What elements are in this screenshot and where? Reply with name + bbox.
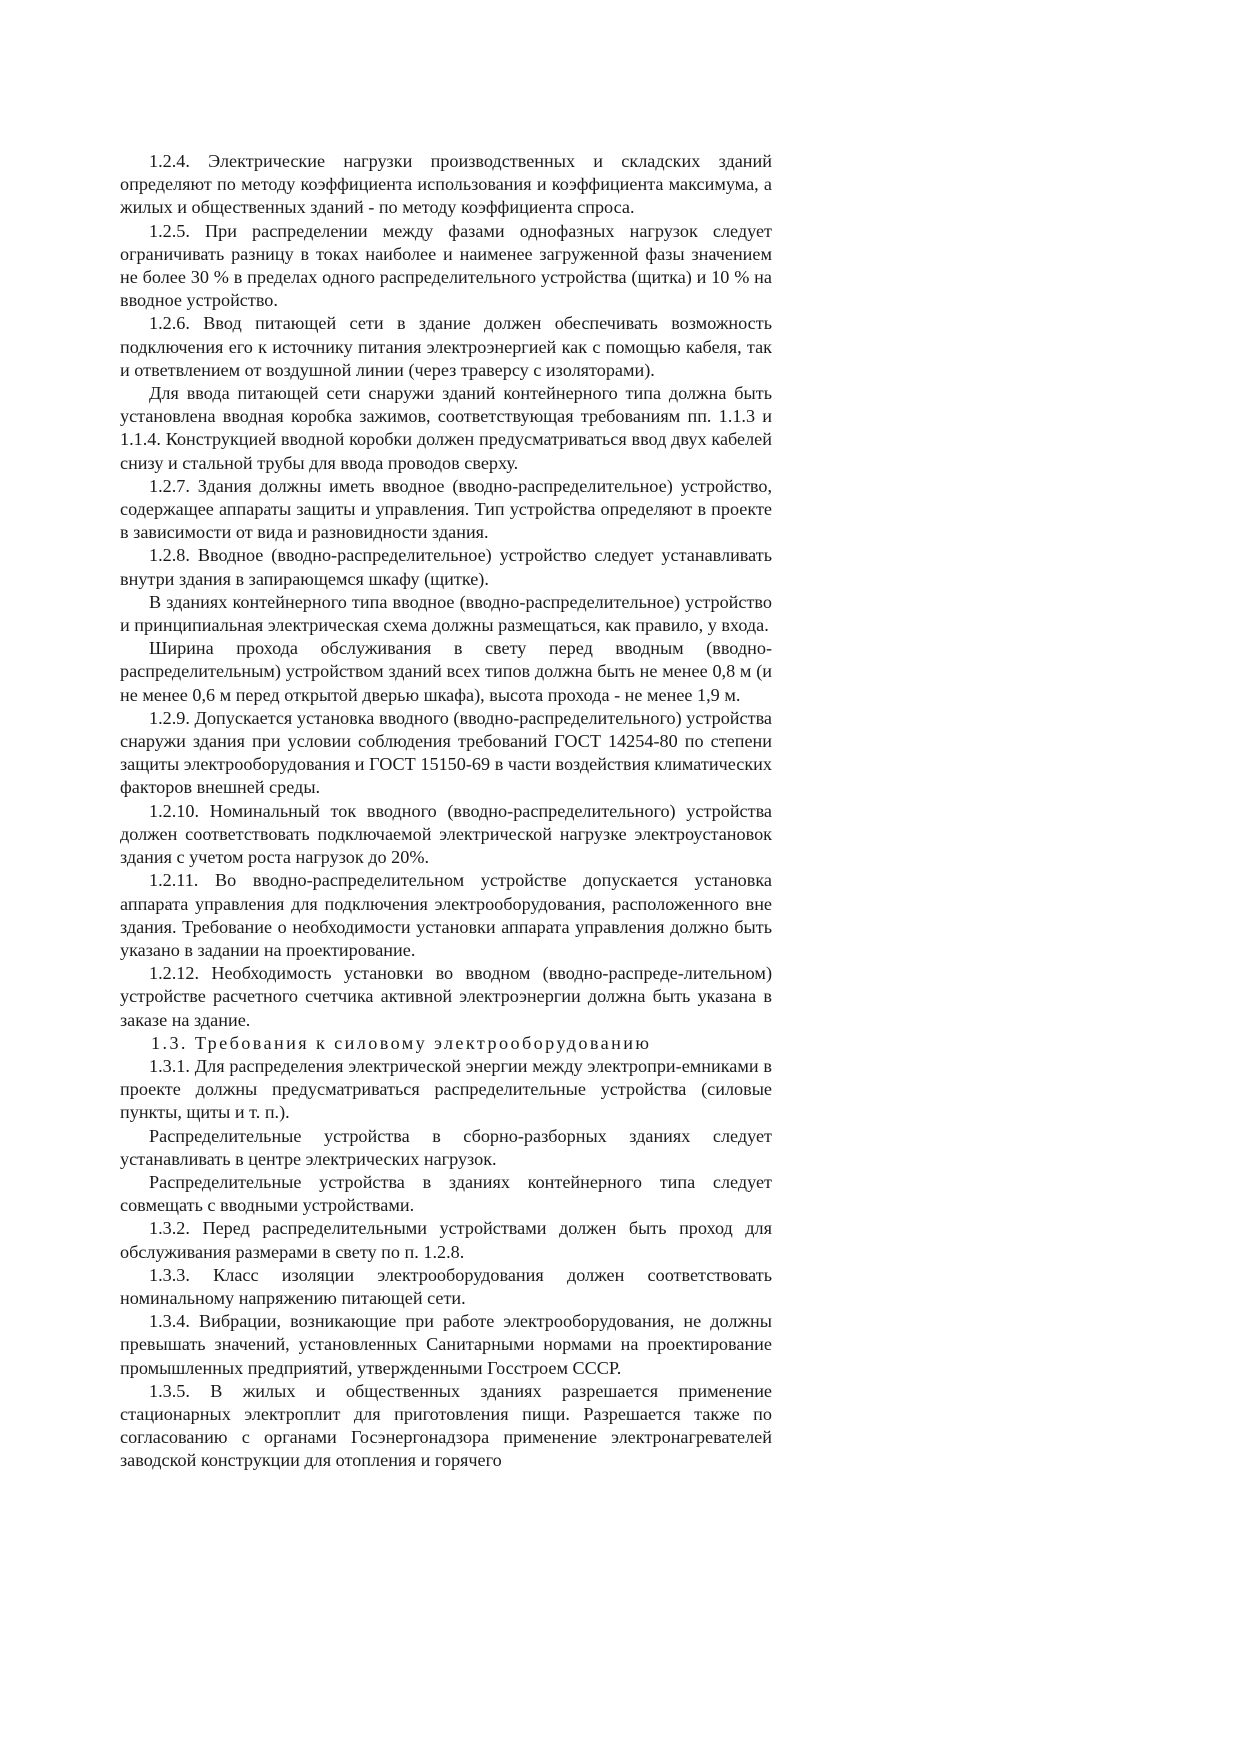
paragraph-1-2-9: 1.2.9. Допускается установка вводного (вводно-распределительного) устройства снаружи здания при условии соблюдения требований ГОСТ 14254-80 по степени защиты электрооборудования и ГОСТ 15150-69 в части воздействия климатических факторов внешней среды. xyxy=(120,707,772,798)
paragraph-1-3-2: 1.3.2. Перед распределительными устройствами должен быть проход для обслуживания размерами в свету по п. 1.2.8. xyxy=(120,1218,772,1262)
document-body xyxy=(120,150,772,1473)
paragraph-input-box: Для ввода питающей сети снаружи зданий контейнерного типа должна быть установлена вводная коробка зажимов, соответствующая требованиям пп. 1.1.3 и 1.1.4. Конструкцией вводной коробки должен предусматриваться ввод двух кабелей снизу и стальной трубы для ввода проводов сверху. xyxy=(120,383,772,473)
paragraph-1-2-5: 1.2.5. При распределении между фазами однофазных нагрузок следует ограничивать разницу в токах наиболее и наименее загруженной фазы значением не более 30 % в пределах одного распределительного устройства (щитка) и 10 % на вводное устройство. xyxy=(120,220,772,311)
paragraph-1-2-6: 1.2.6. Ввод питающей сети в здание должен обеспечивать возможность подключения его к источнику питания электроэнергией как с помощью кабеля, так и ответвлением от воздушной линии (через траверсу с изоляторами). xyxy=(120,313,772,380)
paragraph-1-3-1: 1.3.1. Для распределения электрической энергии между электропри-емниками в проекте должны предусматриваться распределительные устройства (силовые пункты, щиты и т. п.). xyxy=(120,1055,772,1123)
paragraph-prefab-buildings: Распределительные устройства в сборно-разборных зданиях следует устанавливать в центре электрических нагрузок. xyxy=(120,1125,772,1169)
paragraph-passage-width: Ширина прохода обслуживания в свету перед вводным (вводно-распределительным) устройством зданий всех типов должна быть не менее 0,8 м (и не менее 0,6 м перед открытой дверью шкафа), высота прохода - не менее 1,9 м. xyxy=(120,638,772,705)
paragraph-1-3-5: 1.3.5. В жилых и общественных зданиях разрешается применение стационарных электроплит для приготовления пищи. Разрешается также по согласованию с органами Госэнергонадзора применение электронагревателей заводской конструкции для отопления и горячего xyxy=(120,1380,772,1471)
paragraph-1-2-10: 1.2.10. Номинальный ток вводного (вводно-распределительного) устройства должен соответствовать подключаемой электрической нагрузке электроустановок здания с учетом роста нагрузок до 20%. xyxy=(120,800,772,868)
paragraph-container-buildings: В зданиях контейнерного типа вводное (вводно-распределительное) устройство и принципиальная электрическая схема должны размещаться, как правило, у входа. xyxy=(120,591,772,636)
paragraph-1-2-12: 1.2.12. Необходимость установки во вводном (вводно-распреде-лительном) устройстве расчетного счетчика активной электроэнергии должна быть указана в заказе на здание. xyxy=(120,963,772,1030)
paragraph-1-2-4: 1.2.4. Электрические нагрузки производственных и складских зданий определяют по методу коэффициента использования и коэффициента максимума, а жилых и общественных зданий - по методу коэффициента спроса. xyxy=(120,151,772,218)
section-heading-1-3: 1.3. Требования к силовому электрооборудованию xyxy=(151,1032,652,1053)
paragraph-1-3-4: 1.3.4. Вибрации, возникающие при работе электрооборудования, не должны превышать значений, установленных Санитарными нормами на проектирование промышленных предприятий, утвержденными Госстроем СССР. xyxy=(120,1311,772,1378)
paragraph-container-devices: Распределительные устройства в зданиях контейнерного типа следует совмещать с вводными устройствами. xyxy=(120,1171,772,1216)
paragraph-1-2-11: 1.2.11. Во вводно-распределительном устройстве допускается установка аппарата управления для подключения электрооборудования, расположенного вне здания. Требование о необходимости установки аппарата управления должно быть указано в задании на проектирование. xyxy=(120,870,772,960)
paragraph-1-3-3: 1.3.3. Класс изоляции электрооборудования должен соответствовать номинальному напряжению питающей сети. xyxy=(120,1264,772,1308)
paragraph-1-2-8: 1.2.8. Вводное (вводно-распределительное) устройство следует устанавливать внутри здания в запирающемся шкафу (щитке). xyxy=(120,545,772,589)
paragraph-1-2-7: 1.2.7. Здания должны иметь вводное (вводно-распределительное) устройство, содержащее аппараты защиты и управления. Тип устройства определяют в проекте в зависимости от вида и разновидности здания. xyxy=(120,475,772,543)
